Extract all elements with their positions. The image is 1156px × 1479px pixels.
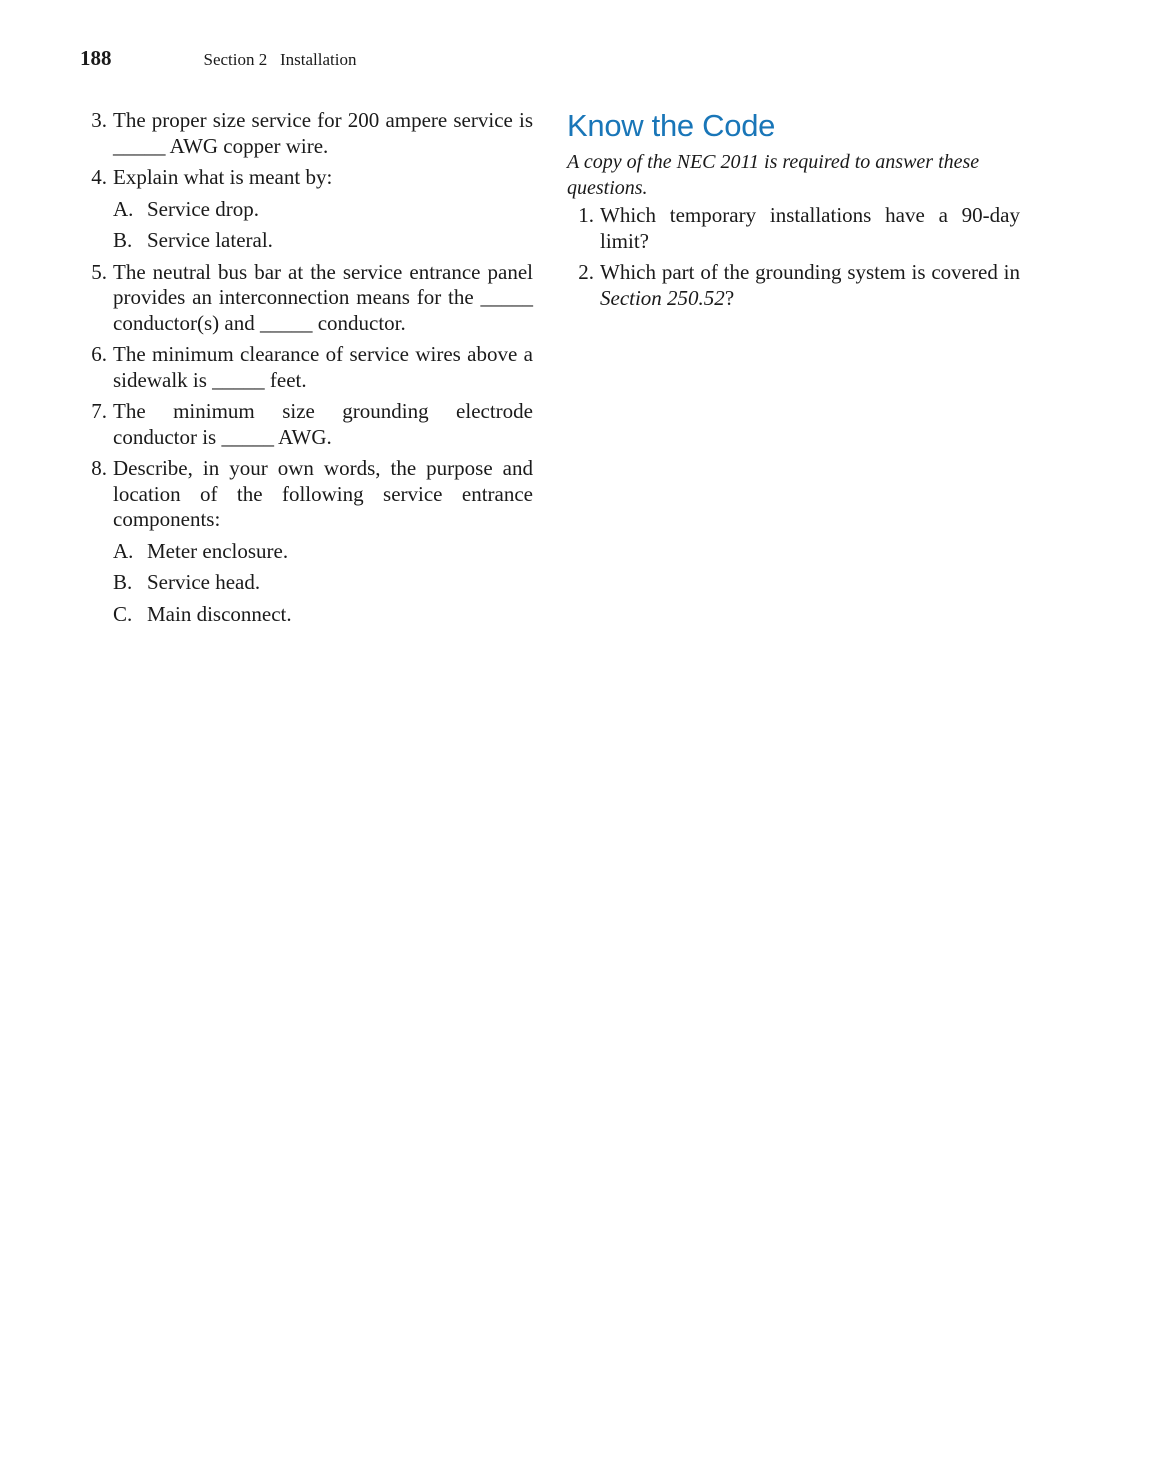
question-5: 5. The neutral bus bar at the service entrance panel provides an interconnection means for the _____ conductor(s) and _____ conductor.: [91, 259, 533, 335]
know-the-code-heading: Know the Code: [567, 108, 776, 143]
section-reference: Section 250.52: [600, 285, 725, 310]
question-4: 4. Explain what is meant by:: [91, 165, 333, 189]
question-8: 8. Describe, in your own words, the purpose and location of the following service entrance components:: [91, 456, 533, 531]
question-4-sub-a: A. Service drop.: [113, 196, 259, 221]
code-question-2: 2. Which part of the grounding system is covered in Section 250.52?: [578, 260, 1020, 310]
page-header: [80, 46, 356, 71]
question-7: 7. The minimum size grounding electrode conductor is _____ AWG.: [91, 399, 533, 449]
question-4-sub-b: B. Service lateral.: [113, 228, 273, 252]
know-the-code-intro: A copy of the NEC 2011 is required to answer these questions.: [567, 151, 980, 199]
question-6: 6. The minimum clearance of service wires above a sidewalk is _____ feet.: [91, 342, 533, 392]
section-title: Section 2 Installation: [203, 50, 357, 69]
question-3: 3. The proper size service for 200 ampere service is _____ AWG copper wire.: [91, 108, 533, 158]
question-8-sub-a: A. Meter enclosure.: [113, 538, 289, 563]
page-number: 188: [80, 46, 112, 70]
know-the-code-column: [567, 108, 1020, 317]
question-8-sub-b: B. Service head.: [113, 570, 261, 594]
review-questions-column: [80, 108, 533, 633]
question-8-sub-c: C. Main disconnect.: [113, 601, 292, 626]
code-question-1: 1. Which temporary installations have a 90-day limit?: [578, 203, 1020, 253]
